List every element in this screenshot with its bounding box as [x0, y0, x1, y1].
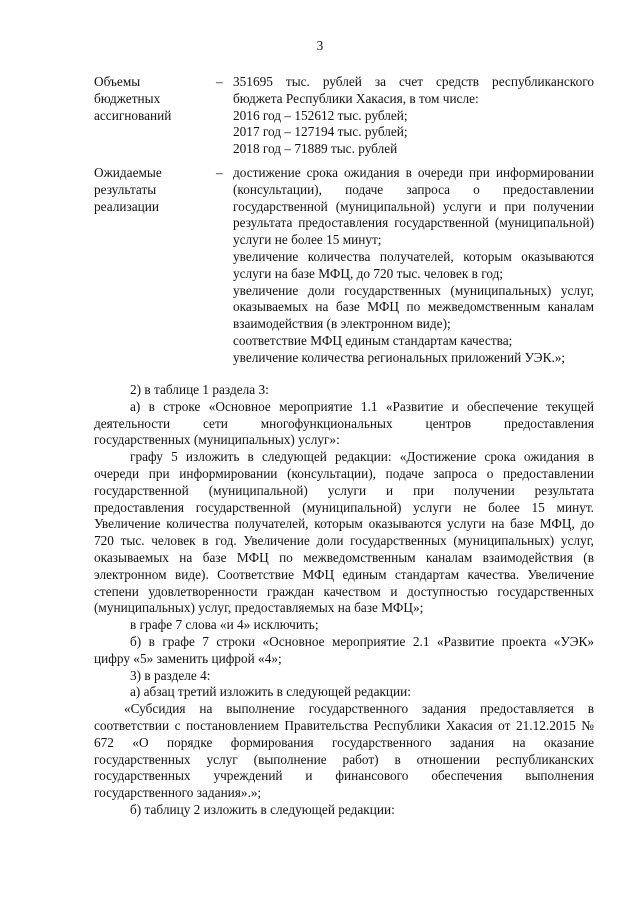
text-line: 720 тыс. человек в год. Увеличение доли государственных (муниципальных) услуг, — [94, 533, 594, 549]
passport-dash: – — [216, 165, 223, 180]
text-line: государственных услуг (выполнение работ) в отношении республиканских — [94, 751, 594, 767]
text-line: государственной (муниципальной) услуги и при получении результата — [94, 482, 594, 498]
value-line: увеличение доли государственных (муниципальных) услуг, — [233, 282, 594, 298]
value-line: услуги не более 15 минут; — [233, 232, 382, 248]
text-line: Увеличение количества получателей, которым оказываются услуги на базе МФЦ, до — [94, 516, 594, 532]
passport-label-results — [94, 165, 212, 215]
text-line: соответствии с постановлением Правительства Республики Хакасия от 21.12.2015 № — [94, 717, 594, 733]
text-line: 672 «О порядке формирования государственного задания на оказание — [94, 734, 594, 750]
text-line: а) абзац третий изложить в следующей редакции: — [130, 684, 411, 700]
text-line: государственных учреждений и финансового обеспечения выполнения — [94, 768, 594, 784]
value-line: 2017 год – 127194 тыс. рублей; — [233, 124, 408, 140]
label-line: реализации — [94, 198, 159, 214]
value-line: (консультации), подаче запроса о предоставлении — [233, 181, 594, 197]
text-line: (муниципальных) услуг, предоставляемых на базе МФЦ»; — [94, 600, 424, 616]
text-line: б) таблицу 2 изложить в следующей редакции: — [130, 801, 395, 817]
value-line: увеличение количества получателей, которым оказываются — [233, 248, 594, 264]
value-line: результата предоставления государственной (муниципальной) — [233, 215, 594, 231]
passport-value-budget — [233, 74, 594, 158]
text-line: государственных (муниципальных) услуг»: — [94, 432, 340, 448]
text-line: государственного задания».»; — [94, 785, 262, 801]
label-line: ассигнований — [94, 107, 172, 123]
text-line: степени удовлетворенности граждан качеством и доступностью государственных — [94, 583, 594, 599]
text-line: «Субсидия на выполнение государственного задания предоставляется в — [124, 701, 594, 717]
value-line: оказываемых на базе МФЦ по межведомственным каналам — [233, 299, 594, 315]
text-line: электронном виде). Соответствие МФЦ единым стандартам качества. Увеличение — [94, 566, 594, 582]
value-line: взаимодействия (в электронном виде); — [233, 316, 451, 332]
label-line: результаты — [94, 181, 157, 197]
text-line: цифру «5» заменить цифрой «4»; — [94, 650, 282, 666]
text-line: графу 5 изложить в следующей редакции: «Достижение срока ожидания в — [130, 449, 594, 465]
passport-dash: – — [216, 74, 223, 89]
text-line: очереди при информировании (консультации), подаче запроса о предоставлении — [94, 465, 594, 481]
text-line: в графе 7 слова «и 4» исключить; — [130, 617, 319, 633]
value-line: 2016 год – 152612 тыс. рублей; — [233, 107, 408, 123]
label-line: Ожидаемые — [94, 165, 162, 180]
value-line: 351695 тыс. рублей за счет средств республиканского — [233, 74, 594, 89]
text-line: б) в графе 7 строки «Основное мероприятие 2.1 «Развитие проекта «УЭК» — [130, 633, 594, 649]
amendment-text — [94, 382, 594, 819]
text-line: а) в строке «Основное мероприятие 1.1 «Развитие и обеспечение текущей — [130, 398, 594, 414]
value-line: достижение срока ожидания в очереди при информировании — [233, 165, 594, 180]
value-line: соответствие МФЦ единым стандартам качества; — [233, 332, 513, 348]
passport-value-results — [233, 165, 594, 367]
value-line: государственной (муниципальной) услуги и при получении — [233, 198, 594, 214]
label-line: Объемы — [94, 74, 141, 89]
text-line: предоставления государственной (муниципальной) услуги не более 15 минут. — [94, 499, 594, 515]
text-line: 2) в таблице 1 раздела 3: — [130, 382, 269, 397]
value-line: бюджета Республики Хакасия, в том числе: — [233, 90, 479, 106]
passport-row-results — [94, 165, 594, 370]
value-line: 2018 год – 71889 тыс. рублей — [233, 141, 398, 157]
passport-label-budget — [94, 74, 212, 124]
label-line: бюджетных — [94, 90, 161, 106]
value-line: услуги на базе МФЦ, до 720 тыс. человек в год; — [233, 265, 504, 281]
passport-row-budget — [94, 74, 594, 160]
value-line: увеличение количества региональных приложений УЭК.»; — [233, 349, 566, 365]
page-number: 3 — [316, 38, 324, 53]
text-line: оказываемых на базе МФЦ по межведомственным каналам взаимодействия (в — [94, 549, 594, 565]
text-line: 3) в разделе 4: — [130, 667, 211, 683]
text-line: деятельности сети многофункциональных центров предоставления — [94, 415, 594, 431]
